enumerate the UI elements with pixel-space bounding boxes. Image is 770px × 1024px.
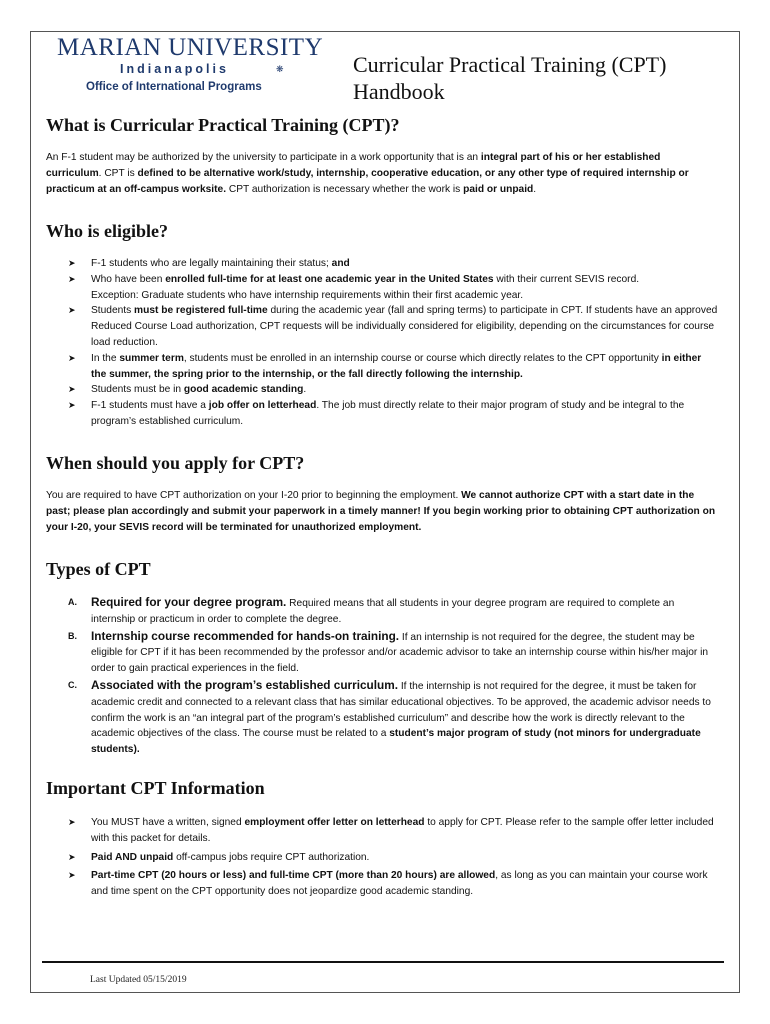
bold-span: job offer on letterhead bbox=[208, 400, 317, 412]
text-span: Who have been bbox=[91, 273, 166, 285]
bold-span: We cannot authorize CPT with a start date in the past; please plan accordingly and submit your paperwork in a timely manner! If you begin working prior to obtaining CPT authorization on your I-20, your SEVIS record will be terminated for unauthorized employment. bbox=[46, 490, 716, 533]
bold-span: defined to be alternative work/study, internship, cooperative education, or any other type of required internship or practicum at an off-campus worksite. bbox=[46, 168, 689, 195]
bold-span: paid or unpaid bbox=[463, 184, 534, 195]
text-span: Required means that all students in your degree program are required to complete an internship or practicum in order to complete the degree. bbox=[91, 598, 675, 625]
bold-span: must be registered full-time bbox=[134, 305, 268, 317]
heading-important-info: Important CPT Information bbox=[46, 778, 265, 798]
logo-city: Indianapolis bbox=[120, 62, 229, 76]
text-span: If an internship is not required for the degree, the student may be eligible for CPT if it has been recommended by the professor and/or academic advisor to take an internship course within his/her major in order to gain practical experiences in the field. bbox=[91, 631, 709, 675]
text-span: , students must be enrolled in an internship course or course which directly relates to the CPT opportunity bbox=[183, 352, 662, 364]
list-item bbox=[68, 303, 718, 350]
bold-span: Paid AND unpaid bbox=[91, 851, 174, 863]
text-span: . CPT is bbox=[98, 168, 138, 179]
list-letter: C. bbox=[68, 679, 77, 690]
eligibility-list bbox=[68, 256, 718, 430]
text-span: You MUST have a written, signed bbox=[91, 817, 245, 828]
document-title bbox=[353, 51, 713, 105]
important-list bbox=[68, 815, 718, 900]
when-paragraph bbox=[46, 488, 716, 536]
list-item bbox=[68, 382, 718, 398]
arrow-bullet-icon: ➤ bbox=[68, 400, 76, 411]
list-item bbox=[68, 850, 718, 866]
text-span: Students bbox=[91, 305, 135, 317]
bold-span: enrolled full-time for at least one academic year in the United States bbox=[165, 273, 494, 285]
arrow-bullet-icon: ➤ bbox=[68, 384, 76, 395]
list-item bbox=[68, 595, 720, 628]
what-paragraph bbox=[46, 150, 716, 198]
arrow-bullet-icon: ➤ bbox=[68, 258, 76, 268]
list-item bbox=[68, 351, 718, 383]
heading-what-is-cpt: What is Curricular Practical Training (CPT)? bbox=[46, 115, 400, 135]
text-span: . bbox=[533, 184, 537, 195]
university-logo bbox=[57, 34, 324, 93]
seal-icon: ❋ bbox=[276, 64, 284, 74]
logo-university-name: MARIAN UNIVERSITY bbox=[57, 34, 324, 61]
heading-types-of-cpt: Types of CPT bbox=[46, 559, 151, 579]
text-span: CPT authorization is necessary whether the work is bbox=[226, 184, 464, 195]
text-span: off-campus jobs require CPT authorization. bbox=[173, 851, 370, 863]
text-span: , as long as you can maintain your course work and time spent on the CPT opportunity does not jeopardize good academic standing. bbox=[91, 870, 708, 898]
last-updated: Last Updated 05/15/2019 bbox=[90, 975, 187, 985]
list-letter: B. bbox=[68, 630, 77, 641]
list-letter: A. bbox=[68, 597, 77, 607]
arrow-bullet-icon: ➤ bbox=[68, 870, 76, 881]
text-span: An F-1 student may be authorized by the university to participate in a work opportunity that is an bbox=[46, 152, 481, 163]
text-span: F-1 students who are legally maintaining their status; bbox=[91, 258, 332, 269]
arrow-bullet-icon: ➤ bbox=[68, 817, 76, 827]
text-span: with their current SEVIS record. bbox=[493, 273, 640, 285]
text-span: during the academic year (fall and spring terms) to participate in CPT. If students have an approved Reduced Course Load authorization, CPT requests will be individually considered for eligibility, depending on the circumstances for course load reduction. bbox=[91, 305, 718, 348]
types-list bbox=[68, 595, 720, 759]
item-lead: Required for your degree program. bbox=[91, 595, 287, 609]
bold-span: and bbox=[331, 258, 350, 269]
text-span: . The job must directly relate to their major program of study and be integral to the program’s established curriculum. bbox=[91, 400, 685, 427]
bold-span: employment offer letter on letterhead bbox=[244, 817, 425, 828]
text-span: If the internship is not required for the degree, it must be taken for academic credit and connected to a relevant class that has similar educational objectives. To be approved, the academic advisor needs to confirm the work is an “an integral part of the program’s established curriculum” and describe how the work is directly relevant to the academic objectives of the class. The course must be related to a bbox=[91, 680, 711, 740]
title-line-2: Handbook bbox=[353, 79, 445, 104]
footer-divider bbox=[42, 961, 724, 963]
bold-span: summer term bbox=[119, 352, 184, 364]
logo-office: Office of International Programs bbox=[86, 81, 262, 93]
text-span: In the bbox=[91, 352, 120, 364]
heading-who-eligible: Who is eligible? bbox=[46, 221, 169, 241]
bold-span: integral part of his or her established curriculum bbox=[46, 152, 661, 179]
list-item bbox=[68, 815, 718, 847]
list-item bbox=[68, 272, 718, 304]
bold-span: good academic standing bbox=[183, 384, 304, 396]
arrow-bullet-icon: ➤ bbox=[68, 851, 76, 862]
list-item bbox=[68, 256, 718, 272]
item-lead: Associated with the program’s established curriculum. bbox=[91, 677, 399, 692]
list-item bbox=[68, 398, 718, 430]
arrow-bullet-icon: ➤ bbox=[68, 273, 76, 284]
bold-span: in either the summer, the spring prior to the internship, or the fall directly following the internship. bbox=[91, 352, 702, 380]
item-lead: Internship course recommended for hands-on training. bbox=[91, 628, 400, 643]
list-item bbox=[68, 868, 718, 900]
list-item bbox=[68, 678, 720, 758]
heading-when-apply: When should you apply for CPT? bbox=[46, 453, 305, 473]
text-span: to apply for CPT. Please refer to the sample offer letter included with this packet for details. bbox=[91, 817, 714, 844]
arrow-bullet-icon: ➤ bbox=[68, 352, 76, 363]
bold-span: student’s major program of study (not minors for undergraduate students). bbox=[91, 728, 701, 756]
text-span: You are required to have CPT authorization on your I-20 prior to beginning the employment. bbox=[46, 490, 462, 501]
text-span: Students must be in bbox=[91, 384, 184, 396]
list-item bbox=[68, 629, 720, 677]
text-span: Exception: Graduate students who have internship requirements within their first academic year. bbox=[91, 289, 524, 301]
text-span: . bbox=[303, 384, 307, 396]
arrow-bullet-icon: ➤ bbox=[68, 305, 76, 316]
text-span: F-1 students must have a bbox=[91, 400, 209, 412]
title-line-1: Curricular Practical Training (CPT) bbox=[353, 52, 667, 77]
bold-span: Part-time CPT (20 hours or less) and full-time CPT (more than 20 hours) are allowed bbox=[91, 870, 496, 882]
